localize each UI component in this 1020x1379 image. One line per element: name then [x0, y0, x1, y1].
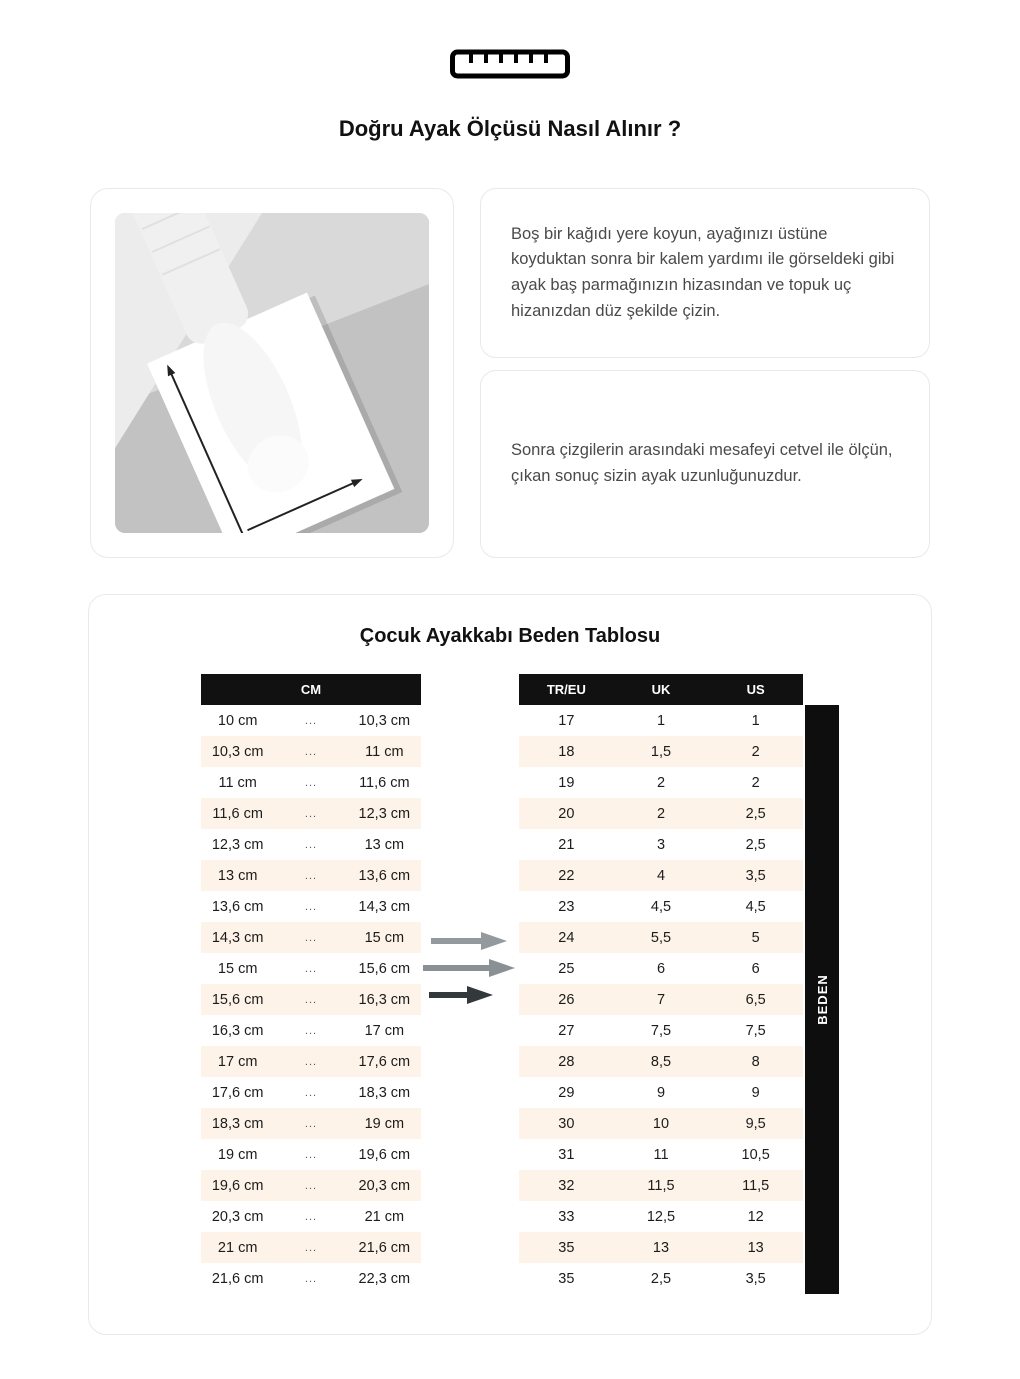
table-row: [201, 922, 421, 953]
table-row: [201, 1046, 421, 1077]
table-row: [201, 1232, 421, 1263]
cm-to: 21,6 cm: [348, 1232, 421, 1263]
cm-table: [201, 674, 421, 1294]
cm-from: 21 cm: [201, 1232, 274, 1263]
size-us: 1: [708, 705, 803, 736]
cm-from: 12,3 cm: [201, 829, 274, 860]
size-uk: 13: [614, 1232, 709, 1263]
size-tables-row: [89, 674, 931, 1294]
table-row: [519, 953, 803, 984]
cm-from: 17 cm: [201, 1046, 274, 1077]
cm-to: 21 cm: [348, 1201, 421, 1232]
cm-range-dots: ...: [274, 705, 347, 736]
table-row: [201, 767, 421, 798]
cm-from: 15 cm: [201, 953, 274, 984]
cm-to: 17 cm: [348, 1015, 421, 1046]
cm-range-dots: ...: [274, 1139, 347, 1170]
cm-range-dots: ...: [274, 922, 347, 953]
size-uk: 7,5: [614, 1015, 709, 1046]
size-tr-eu: 25: [519, 953, 614, 984]
table-row: [519, 1170, 803, 1201]
table-row: [201, 798, 421, 829]
cm-to: 13 cm: [348, 829, 421, 860]
cm-to: 11,6 cm: [348, 767, 421, 798]
instructions-section: [90, 188, 930, 558]
cm-from: 18,3 cm: [201, 1108, 274, 1139]
table-row: [201, 984, 421, 1015]
table-row: [519, 1201, 803, 1232]
size-tr-eu: 29: [519, 1077, 614, 1108]
cm-from: 13,6 cm: [201, 891, 274, 922]
size-us: 3,5: [708, 1263, 803, 1294]
size-tr-eu: 30: [519, 1108, 614, 1139]
cm-to: 14,3 cm: [348, 891, 421, 922]
table-row: [519, 829, 803, 860]
intl-table-body: [519, 705, 803, 1294]
table-row: [201, 1263, 421, 1294]
arrow-right-icon: [429, 986, 493, 1004]
page-title: Doğru Ayak Ölçüsü Nasıl Alınır ?: [0, 116, 1020, 142]
table-row: [519, 1108, 803, 1139]
size-uk: 2: [614, 798, 709, 829]
cm-to: 15 cm: [348, 922, 421, 953]
cm-range-dots: ...: [274, 1263, 347, 1294]
cm-from: 14,3 cm: [201, 922, 274, 953]
cm-to: 10,3 cm: [348, 705, 421, 736]
table-row: [201, 1077, 421, 1108]
table-row: [519, 860, 803, 891]
cm-range-dots: ...: [274, 953, 347, 984]
size-us: 5: [708, 922, 803, 953]
size-tr-eu: 27: [519, 1015, 614, 1046]
cm-from: 16,3 cm: [201, 1015, 274, 1046]
size-uk: 11,5: [614, 1170, 709, 1201]
cm-to: 19 cm: [348, 1108, 421, 1139]
size-tr-eu: 35: [519, 1263, 614, 1294]
cm-from: 10,3 cm: [201, 736, 274, 767]
table-row: [201, 953, 421, 984]
table-row: [519, 1263, 803, 1294]
size-tr-eu: 17: [519, 705, 614, 736]
cm-from: 13 cm: [201, 860, 274, 891]
cm-range-dots: ...: [274, 1170, 347, 1201]
size-us: 4,5: [708, 891, 803, 922]
cm-to: 12,3 cm: [348, 798, 421, 829]
size-tr-eu: 28: [519, 1046, 614, 1077]
cm-to: 16,3 cm: [348, 984, 421, 1015]
size-tr-eu: 23: [519, 891, 614, 922]
size-us: 12: [708, 1201, 803, 1232]
instruction-boxes: [480, 188, 930, 558]
size-us: 2,5: [708, 829, 803, 860]
intl-header-uk: UK: [614, 674, 709, 705]
cm-range-dots: ...: [274, 860, 347, 891]
cm-range-dots: ...: [274, 767, 347, 798]
table-row: [201, 736, 421, 767]
intl-header-us: US: [708, 674, 803, 705]
cm-from: 19,6 cm: [201, 1170, 274, 1201]
size-table-card: [88, 594, 932, 1335]
size-uk: 11: [614, 1139, 709, 1170]
size-us: 6,5: [708, 984, 803, 1015]
size-uk: 7: [614, 984, 709, 1015]
size-uk: 2,5: [614, 1263, 709, 1294]
size-tr-eu: 31: [519, 1139, 614, 1170]
cm-to: 15,6 cm: [348, 953, 421, 984]
cm-range-dots: ...: [274, 1015, 347, 1046]
cm-range-dots: ...: [274, 798, 347, 829]
size-uk: 1: [614, 705, 709, 736]
cm-range-dots: ...: [274, 1077, 347, 1108]
cm-range-dots: ...: [274, 891, 347, 922]
size-us: 10,5: [708, 1139, 803, 1170]
size-tr-eu: 20: [519, 798, 614, 829]
mapping-arrows: [421, 932, 519, 1004]
intl-size-table: [519, 674, 803, 1294]
table-row: [519, 891, 803, 922]
size-tr-eu: 18: [519, 736, 614, 767]
beden-label: BEDEN: [815, 974, 830, 1025]
cm-to: 11 cm: [348, 736, 421, 767]
cm-range-dots: ...: [274, 1046, 347, 1077]
size-tr-eu: 22: [519, 860, 614, 891]
table-row: [519, 798, 803, 829]
instruction-box-1: [480, 188, 930, 358]
table-row: [519, 736, 803, 767]
table-row: [519, 1015, 803, 1046]
arrow-right-icon: [431, 932, 507, 950]
cm-range-dots: ...: [274, 1201, 347, 1232]
cm-to: 13,6 cm: [348, 860, 421, 891]
instruction-box-2: [480, 370, 930, 558]
ruler-icon: [0, 0, 1020, 80]
cm-from: 17,6 cm: [201, 1077, 274, 1108]
instruction-text-1: Boş bir kağıdı yere koyun, ayağınızı üstüne koyduktan sonra bir kalem yardımı ile görseldeki gibi ayak baş parmağınızın hizasından ve topuk uç hizanızdan düz şekilde çizin.: [511, 222, 899, 324]
cm-table-header: CM: [201, 674, 421, 705]
cm-range-dots: ...: [274, 1232, 347, 1263]
size-tr-eu: 32: [519, 1170, 614, 1201]
cm-from: 10 cm: [201, 705, 274, 736]
cm-to: 20,3 cm: [348, 1170, 421, 1201]
size-table-title: Çocuk Ayakkabı Beden Tablosu: [89, 625, 931, 648]
size-uk: 10: [614, 1108, 709, 1139]
size-us: 9: [708, 1077, 803, 1108]
size-us: 7,5: [708, 1015, 803, 1046]
cm-to: 22,3 cm: [348, 1263, 421, 1294]
size-us: 2: [708, 736, 803, 767]
table-row: [201, 829, 421, 860]
cm-to: 18,3 cm: [348, 1077, 421, 1108]
size-uk: 8,5: [614, 1046, 709, 1077]
table-row: [519, 922, 803, 953]
table-row: [201, 1170, 421, 1201]
size-us: 13: [708, 1232, 803, 1263]
size-uk: 3: [614, 829, 709, 860]
size-uk: 4: [614, 860, 709, 891]
table-row: [201, 860, 421, 891]
cm-table-body: [201, 705, 421, 1294]
table-row: [201, 1139, 421, 1170]
size-us: 2: [708, 767, 803, 798]
table-row: [519, 1139, 803, 1170]
size-tr-eu: 33: [519, 1201, 614, 1232]
size-uk: 2: [614, 767, 709, 798]
size-tr-eu: 19: [519, 767, 614, 798]
table-row: [201, 705, 421, 736]
size-us: 11,5: [708, 1170, 803, 1201]
cm-range-dots: ...: [274, 829, 347, 860]
cm-from: 19 cm: [201, 1139, 274, 1170]
table-row: [201, 891, 421, 922]
intl-header-tr-eu: TR/EU: [519, 674, 614, 705]
size-uk: 9: [614, 1077, 709, 1108]
cm-from: 11 cm: [201, 767, 274, 798]
size-us: 6: [708, 953, 803, 984]
table-row: [519, 1046, 803, 1077]
cm-from: 20,3 cm: [201, 1201, 274, 1232]
arrow-right-icon: [423, 959, 515, 977]
table-row: [201, 1108, 421, 1139]
table-row: [519, 1232, 803, 1263]
table-row: [519, 1077, 803, 1108]
table-row: [519, 984, 803, 1015]
size-uk: 12,5: [614, 1201, 709, 1232]
size-tr-eu: 21: [519, 829, 614, 860]
size-uk: 6: [614, 953, 709, 984]
table-row: [519, 767, 803, 798]
cm-from: 11,6 cm: [201, 798, 274, 829]
size-tr-eu: 35: [519, 1232, 614, 1263]
size-us: 8: [708, 1046, 803, 1077]
table-row: [519, 705, 803, 736]
instruction-text-2: Sonra çizgilerin arasındaki mesafeyi cetvel ile ölçün, çıkan sonuç sizin ayak uzunluğunuzdur.: [511, 438, 899, 489]
beden-side-bar: [805, 705, 839, 1294]
cm-range-dots: ...: [274, 984, 347, 1015]
table-row: [201, 1201, 421, 1232]
size-uk: 1,5: [614, 736, 709, 767]
foot-measure-photo-card: [90, 188, 454, 558]
foot-measure-photo: [115, 213, 429, 533]
size-us: 9,5: [708, 1108, 803, 1139]
size-tr-eu: 24: [519, 922, 614, 953]
size-uk: 5,5: [614, 922, 709, 953]
cm-range-dots: ...: [274, 1108, 347, 1139]
size-tr-eu: 26: [519, 984, 614, 1015]
size-uk: 4,5: [614, 891, 709, 922]
cm-range-dots: ...: [274, 736, 347, 767]
size-us: 3,5: [708, 860, 803, 891]
size-us: 2,5: [708, 798, 803, 829]
cm-to: 17,6 cm: [348, 1046, 421, 1077]
cm-from: 21,6 cm: [201, 1263, 274, 1294]
cm-from: 15,6 cm: [201, 984, 274, 1015]
cm-to: 19,6 cm: [348, 1139, 421, 1170]
table-row: [201, 1015, 421, 1046]
